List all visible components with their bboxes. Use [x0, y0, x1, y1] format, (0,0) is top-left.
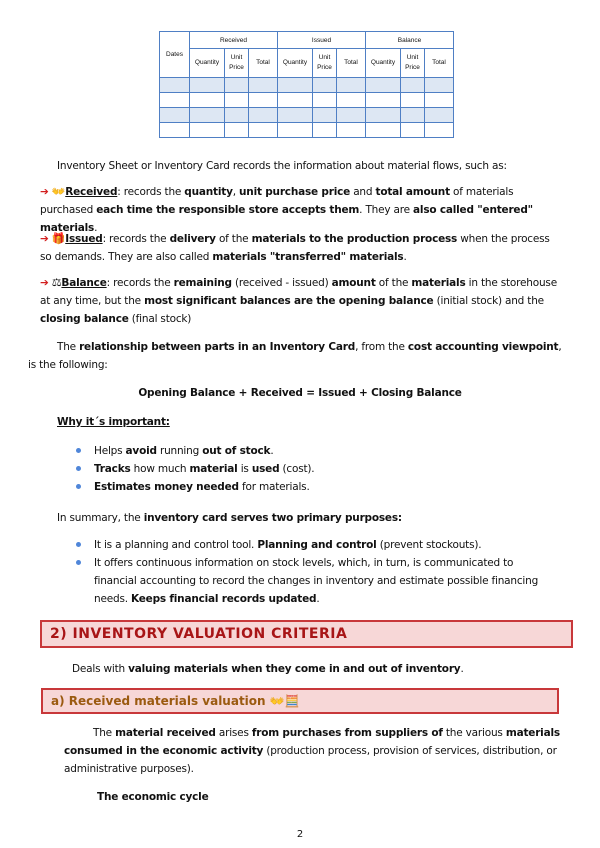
table-row	[160, 123, 454, 138]
table-row	[160, 93, 454, 108]
received-header: Received	[190, 32, 278, 49]
subheader: Total	[337, 49, 366, 78]
received-item	[40, 183, 560, 237]
summary-paragraph: In summary, the inventory card serves two primary purposes:	[57, 512, 402, 524]
section-heading-box	[40, 620, 573, 648]
dates-header: Dates	[160, 32, 190, 78]
table-subheader-row	[160, 49, 454, 78]
why-heading: Why it´s important:	[57, 416, 170, 428]
balance-header: Balance	[366, 32, 454, 49]
hands-icon: 👐	[51, 185, 66, 198]
intro-paragraph: Inventory Sheet or Inventory Card records the information about material flows, such as:	[57, 160, 507, 172]
subheader: Quantity	[366, 49, 401, 78]
balance-scale-icon: ⚖	[51, 276, 62, 289]
arrow-icon: ➔	[40, 277, 49, 289]
summary-list	[76, 536, 556, 608]
subheader: Quantity	[190, 49, 225, 78]
bullet-icon	[76, 560, 81, 565]
list-item: It is a planning and control tool. Planning and control (prevent stockouts).	[76, 536, 556, 554]
subheader: Unit Price	[225, 49, 249, 78]
inventory-card-table	[159, 31, 454, 138]
subheader: Total	[249, 49, 278, 78]
issued-header: Issued	[278, 32, 366, 49]
balance-item	[40, 274, 560, 328]
subsection-heading-box	[41, 688, 559, 714]
received-text: Received: records the quantity, unit purchase price and total amount of materials purchased each time the responsible store accepts them. They are also called "entered" materials.	[40, 186, 533, 234]
list-item: Estimates money needed for materials.	[76, 478, 556, 496]
economic-cycle-label: The economic cycle	[97, 791, 209, 803]
arrow-icon: ➔	[40, 186, 49, 198]
balance-text: Balance: records the remaining (received - issued) amount of the materials in the storehouse at any time, but the most significant balances are the opening balance (initial stock) and the closing balance (final stock)	[40, 277, 557, 325]
issued-item	[40, 230, 560, 266]
issued-text: Issued: records the delivery of the materials to the production process when the process so demands. They are also called materials "transferred" materials.	[40, 233, 550, 263]
table-row	[160, 108, 454, 123]
bullet-icon	[76, 542, 81, 547]
list-item: Tracks how much material is used (cost).	[76, 460, 556, 478]
list-item: Helps avoid running out of stock.	[76, 442, 556, 460]
gift-icon: 🎁	[51, 232, 66, 245]
hands-abacus-icon: 👐🧮	[269, 694, 300, 708]
bullet-icon	[76, 466, 81, 471]
subheader: Quantity	[278, 49, 313, 78]
formula: Opening Balance + Received = Issued + Closing Balance	[138, 387, 462, 399]
bullet-icon	[76, 484, 81, 489]
bullet-icon	[76, 448, 81, 453]
table-header-row	[160, 32, 454, 49]
subheader: Unit Price	[313, 49, 337, 78]
section-intro: Deals with valuing materials when they come in and out of inventory.	[72, 663, 464, 675]
section-title: 2) INVENTORY VALUATION CRITERIA	[50, 626, 348, 642]
page-number: 2	[296, 829, 304, 840]
received-paragraph: The material received arises from purchases from suppliers of the various materials consumed in the economic activity (production process, provision of services, distribution, or administrative purposes).	[64, 727, 560, 775]
subsection-title	[51, 694, 300, 708]
list-item: It offers continuous information on stock levels, which, in turn, is communicated to financial accounting to record the changes in inventory and estimate possible financing needs. Keeps financial records updated.	[76, 554, 556, 608]
subsection-title-text: a) Received materials valuation	[51, 694, 266, 708]
arrow-icon: ➔	[40, 233, 49, 245]
subheader: Unit Price	[401, 49, 425, 78]
why-list	[76, 442, 556, 496]
subheader: Total	[425, 49, 454, 78]
table-row	[160, 78, 454, 93]
relationship-paragraph: The relationship between parts in an Inventory Card, from the cost accounting viewpoint, is the following:	[28, 341, 562, 371]
